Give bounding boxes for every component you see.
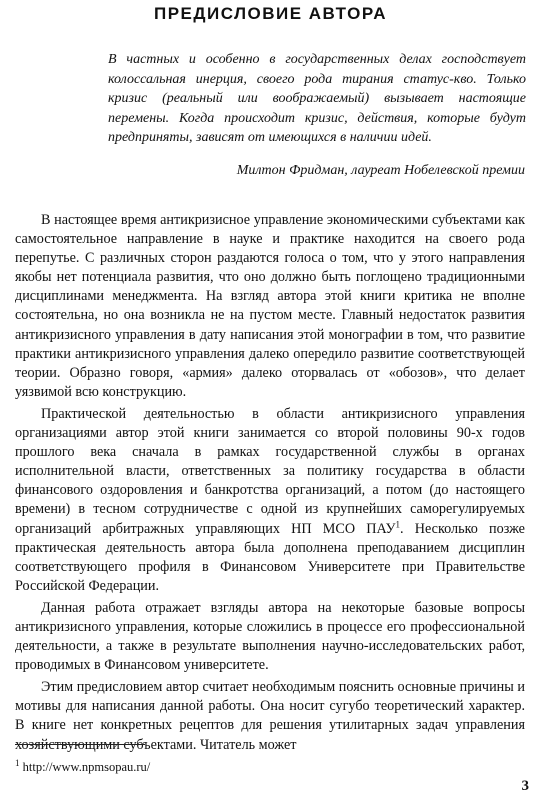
paragraph-3: Данная работа отражает взгляды автора на некоторые базовые вопросы антикризисного управления, которые сложились в процессе его профессиональной деятельности, а также в результате выполнения научно-исследовательских работ, проводимых в Финансовом университете. [15, 599, 525, 674]
page-title: ПРЕДИСЛОВИЕ АВТОРА [153, 4, 387, 23]
paragraph-1: В настоящее время антикризисное управление экономическими субъектами как самостоятельное направление в науке и практике находится на своего рода перепутье. С различных сторон раздаются голоса о том, что у этого направления якобы нет потенциала развития, что оно должно быть поглощено традиционными дисциплинами менеджмента. На взгляд автора этой книги критика не вполне состоятельна, но она возникла не на пустом месте. Главный недостаток развития антикризисного управления в дату написания этой монографии в том, что развитие практики антикризисного управления далеко опередило развитие соответствующей теории. Образно говоря, «армия» далеко оторвалась от «обозов», что делает уязвимой всю конструкцию. [15, 212, 525, 400]
paragraph-2 [15, 405, 525, 596]
page-number: 3 [521, 778, 529, 794]
footnote-link[interactable]: http://www.npmsopau.ru/ [22, 760, 151, 774]
footnote-marker: 1 [15, 757, 20, 768]
footnote-divider [15, 744, 145, 745]
paragraph-2-text: Практической деятельностью в области антикризисного управления организациями автор этой книги занимается со второй половины 90-х годов прошлого века сначала в рамках государственной службы в органах исполнительной власти, ответственных за политику государства в области финансового оздоровления и банкротства организаций, а потом (до настоящего времени) в тесном сотрудничестве с одной из крупнейших саморегулируемых организаций арбитражных управляющих НП МСО ПАУ [15, 405, 525, 537]
epigraph-text: В частных и особенно в государственных делах господствует колоссальная инерция, своего рода тирания статус-кво. Только кризис (реальный или воображаемый) вызывает настоящие перемены. Когда происходит кризис, действия, которые будут предприняты, зависят от имеющихся в наличии идей. [108, 52, 526, 145]
footnote [15, 757, 151, 775]
paragraph-2-tail: . Несколько позже практическая деятельность автора была дополнена преподаванием дисциплин соответствующего профиля в Финансовом Университете при Правительстве Российской Федерации. [15, 520, 525, 594]
epigraph [108, 50, 526, 148]
footnote-reference: 1 [395, 518, 401, 529]
epigraph-author: Милтон Фридман, лауреат Нобелевской премии [236, 163, 525, 178]
paragraph-4: Этим предисловием автор считает необходимым пояснить основные причины и мотивы для написания данной работы. Она носит сугубо теоретический характер. В книге нет конкретных рецептов для решения утилитарных задач управления хозяйствующими субъектами. Читатель может [15, 679, 525, 753]
main-text [15, 211, 525, 758]
